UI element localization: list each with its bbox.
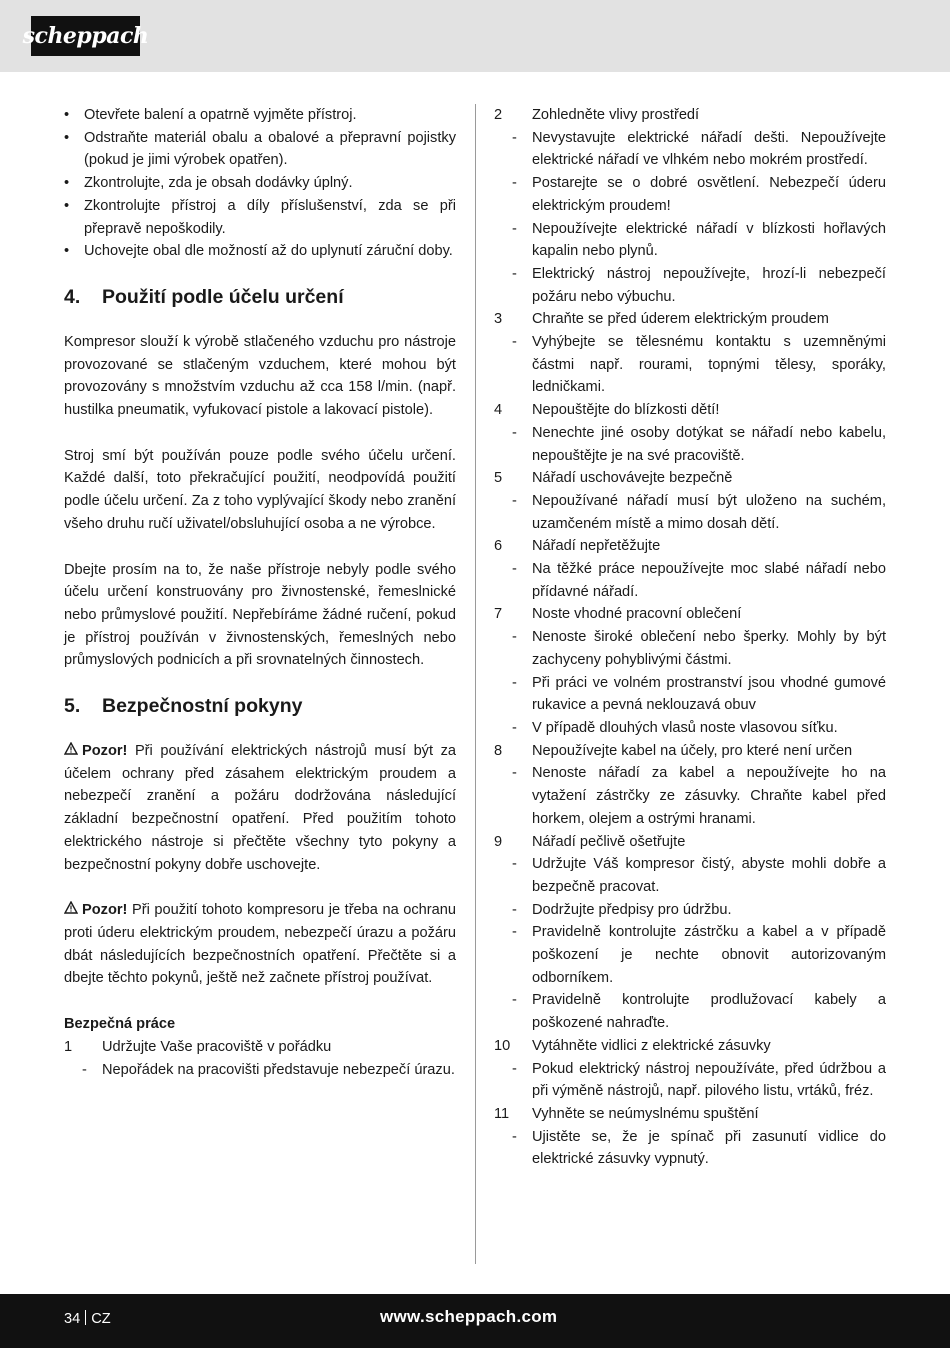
sub-item: - Pokud elektrický nástroj nepoužíváte, před údržbou a při výměně nástrojů, např. pilového listu, vrtáků, fréz. xyxy=(512,1060,886,1100)
left-column xyxy=(64,104,456,1081)
sub-item: - Nenoste nářadí za kabel a nepoužívejte ho na vytažení zástrčky ze zásuvky. Chraňte kabel před horkem, olejem a ostrými hranami. xyxy=(512,765,886,827)
sub-item: - Nepoužívejte elektrické nářadí v blízkosti hořlavých kapalin nebo plynů. xyxy=(512,220,886,260)
sub-item: - Pravidelně kontrolujte prodlužovací kabely a poškozené nahraďte. xyxy=(512,992,886,1032)
list-item: • Otevřete balení a opatrně vyjměte přístroj. xyxy=(64,107,357,123)
header-bar xyxy=(0,0,950,72)
sub-item: - Při práci ve volném prostranství jsou vhodné gumové rukavice a pevná neklouzavá obuv xyxy=(512,674,886,714)
numbered-item: 7 Noste vhodné pracovní oblečení xyxy=(494,606,742,623)
sub-item: - Nepořádek na pracovišti představuje nebezpečí úrazu. xyxy=(82,1061,455,1078)
warning-paragraph: Pozor! Při použití tohoto kompresoru je třeba na ochranu proti úderu elektrickým proudem, nebezpečí úrazu a požáru dbát následujících bezpečnostních opatření. Přečtěte si a dbejte těchto pokynů, ještě než začnete přístroj používat. xyxy=(64,899,456,990)
warning-label: Pozor! xyxy=(82,902,128,919)
paragraph: Kompresor slouží k výrobě stlačeného vzduchu pro nástroje provozované se stlačeným vzduchem, které mohou být provozovány s množstvím vzduchu až cca 158 l/min. (např. hustilka pneumatik, vyfukovací pistole a lakovací pistole). xyxy=(64,333,456,419)
sub-item: - Ujistěte se, že je spínač při zasunutí vidlice do elektrické zásuvky vypnutý. xyxy=(512,1128,886,1168)
numbered-item: 5 Nářadí uschovávejte bezpečně xyxy=(494,470,733,487)
sub-item: - V případě dlouhých vlasů noste vlasovou síťku. xyxy=(512,719,838,736)
numbered-item: 2 Zohledněte vlivy prostředí xyxy=(494,107,700,123)
warning-icon xyxy=(64,740,78,763)
paragraph: Dbejte prosím na to, že naše přístroje nebyly podle svého účelu určení konstruovány pro živnostenské, řemeslnické nebo průmyslové použití. Nepřebíráme žádné ručení, pokud je přístroj používán v živnostenských, řemeslných nebo průmyslových podnicích a při srovnatelných činnostech. xyxy=(64,561,456,669)
numbered-item: 9 Nářadí pečlivě ošetřujte xyxy=(494,833,686,850)
list-item: • Uchovejte obal dle možností až do uplynutí záruční doby. xyxy=(64,243,453,260)
section-heading-5: 5. Bezpečnostní pokyny xyxy=(64,695,303,718)
brand-logo: scheppach xyxy=(31,16,140,56)
sub-item: - Vyhýbejte se tělesnému kontaktu s uzemněnými částmi např. rourami, topnými tělesy, sporáky, ledničkami. xyxy=(512,334,886,396)
list-item: • Odstraňte materiál obalu a obalové a přepravní pojistky (pokud je jimi výrobek opatřen). xyxy=(64,129,456,169)
list-item: • Zkontrolujte přístroj a díly příslušenství, zda se při přepravě nepoškodily. xyxy=(64,197,456,237)
footer-bar xyxy=(0,1294,950,1348)
sub-item: - Postarejte se o dobré osvětlení. Nebezpečí úderu elektrickým proudem! xyxy=(512,175,886,214)
sub-item: - Elektrický nástroj nepoužívejte, hrozí-li nebezpečí požáru nebo výbuchu. xyxy=(512,265,886,305)
sub-item: - Dodržujte předpisy pro údržbu. xyxy=(512,901,732,918)
sub-item: - Nenoste široké oblečení nebo šperky. Mohly by být zachyceny pohyblivými částmi. xyxy=(512,629,886,668)
page-number: 34 CZ xyxy=(64,1311,111,1327)
paragraph: Stroj smí být používán pouze podle svého účelu určení. Každé další, toto překračující použití, neodpovídá použití podle účelu určení. Za z toho vyplývající škody nebo zranění všeho druhu ručí uživatel/obsluhující osoba a ne výrobce. xyxy=(64,447,456,532)
column-divider xyxy=(475,104,476,1264)
numbered-item: 1 Udržujte Vaše pracoviště v pořádku xyxy=(64,1038,332,1055)
warning-icon xyxy=(64,899,78,922)
numbered-item: 4 Nepouštějte do blízkosti dětí! xyxy=(494,402,720,419)
sub-item: - Pravidelně kontrolujte zástrčku a kabel a v případě poškození je nechte obnovit autorizovaným odborníkem. xyxy=(512,924,886,986)
numbered-item: 3 Chraňte se před úderem elektrickým proudem xyxy=(494,311,829,328)
warning-label: Pozor! xyxy=(82,743,128,760)
list-item: • Zkontrolujte, zda je obsah dodávky úplný. xyxy=(64,175,353,192)
numbered-item: 11 Vyhněte se neúmyslnému spuštění xyxy=(494,1105,759,1122)
sub-item: - Na těžké práce nepoužívejte moc slabé nářadí nebo přídavné nářadí. xyxy=(512,561,886,600)
numbered-item: 8 Nepoužívejte kabel na účely, pro které není určen xyxy=(494,742,853,759)
numbered-item: 6 Nářadí nepřetěžujte xyxy=(494,538,661,555)
warning-paragraph: Pozor! Při používání elektrických nástrojů musí být za účelem ochrany před zásahem elektrickým proudem a nebezpečí zranění a požáru dodržována následující základní bezpečnostní opatření. Před použitím tohoto elektrického nástroje si přečtěte všechny tyto pokyny a bezpečnostní pokyny dobře uschovejte. xyxy=(64,740,456,876)
section-heading-4: 4. Použití podle účelu určení xyxy=(64,285,344,308)
sub-item: - Nenechte jiné osoby dotýkat se nářadí nebo kabelu, nepouštějte je na své pracoviště. xyxy=(512,424,886,464)
right-column xyxy=(494,104,886,1171)
subheading: Bezpečná práce xyxy=(64,1016,176,1033)
sub-item: - Nevystavujte elektrické nářadí dešti. Nepoužívejte elektrické nářadí ve vlhkém nebo mokrém prostředí. xyxy=(512,129,886,169)
numbered-item: 10 Vytáhněte vidlici z elektrické zásuvky xyxy=(494,1037,771,1054)
sub-item: - Nepoužívané nářadí musí být uloženo na suchém, uzamčeném místě a mimo dosah dětí. xyxy=(512,492,886,532)
website-url[interactable]: www.scheppach.com xyxy=(380,1307,558,1326)
sub-item: - Udržujte Váš kompresor čistý, abyste mohli dobře a bezpečně pracovat. xyxy=(512,856,886,895)
